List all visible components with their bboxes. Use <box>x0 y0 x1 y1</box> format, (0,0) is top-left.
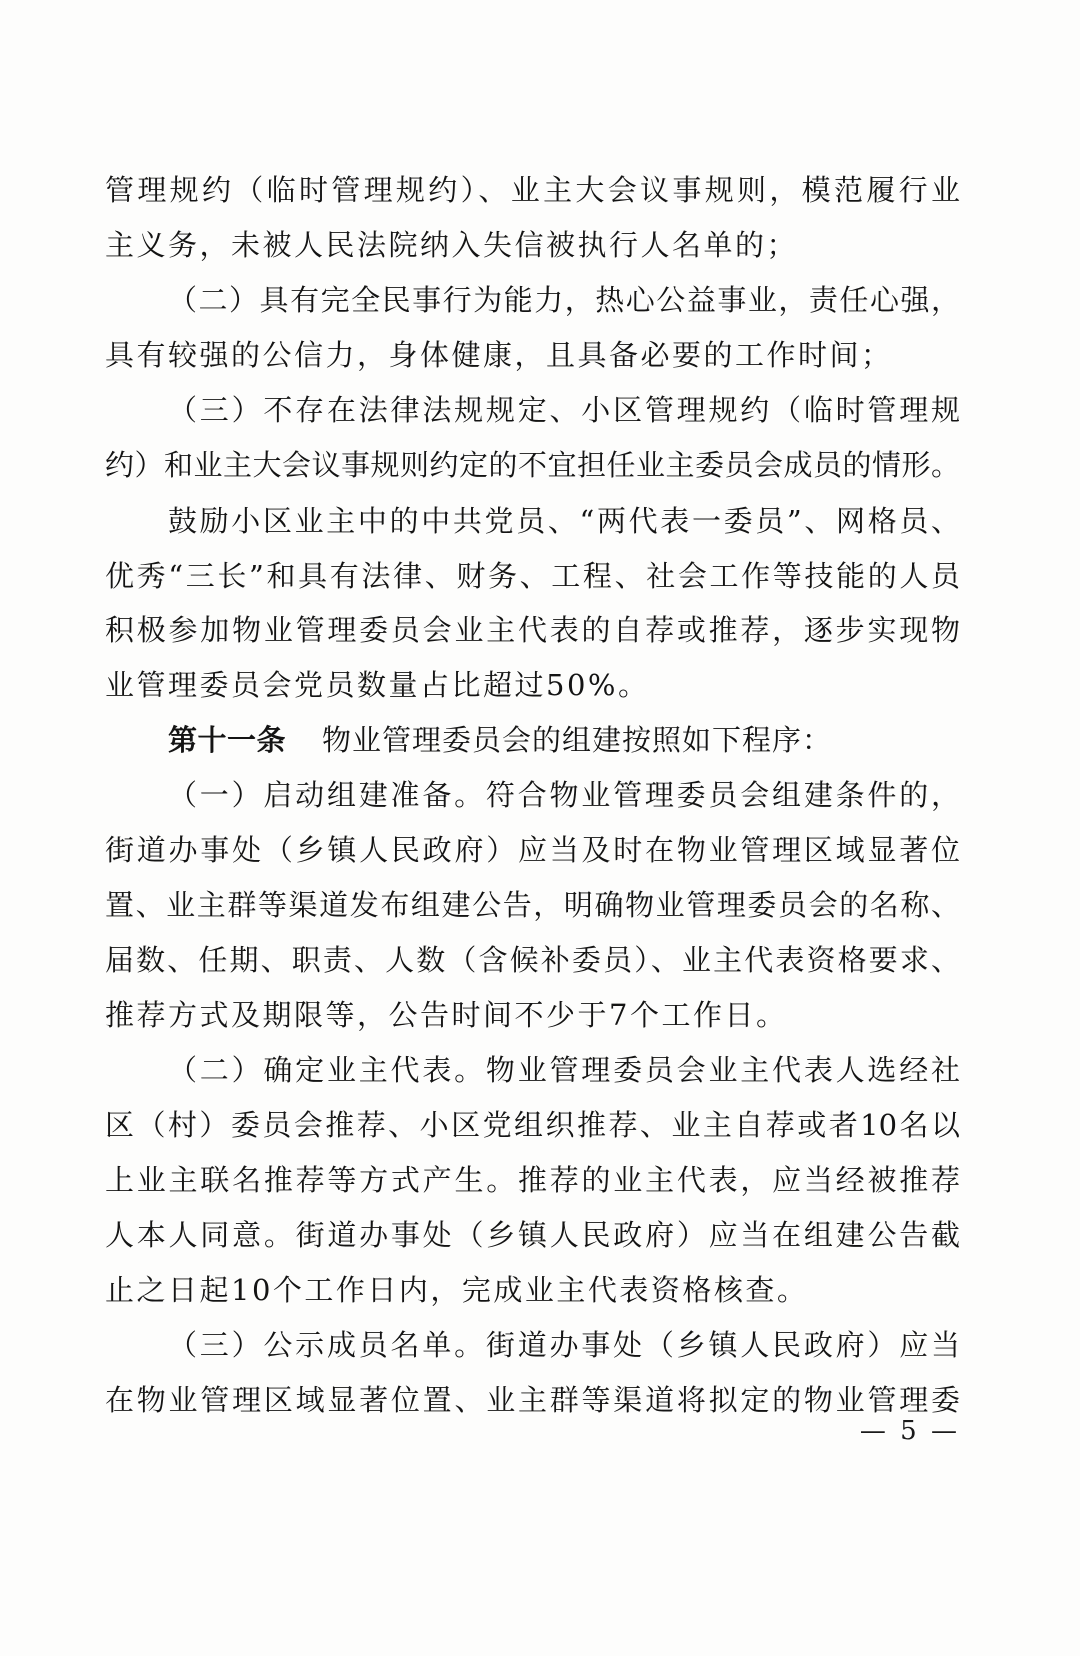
text-line: 止之日起10个工作日内，完成业主代表资格核查。 <box>105 1273 809 1307</box>
text-line: 推荐方式及期限等，公告时间不少于7个工作日。 <box>105 998 788 1032</box>
text-line: 区（村）委员会推荐、小区党组织推荐、业主自荐或者10名以 <box>105 1108 960 1142</box>
text-line: 上业主联名推荐等方式产生。推荐的业主代表，应当经被推荐 <box>105 1163 960 1197</box>
text-line: 置、业主群等渠道发布组建公告，明确物业管理委员会的名称、 <box>105 888 960 922</box>
article-number: 第十一条 <box>168 723 287 757</box>
text-line: 业管理委员会党员数量占比超过50%。 <box>105 668 650 702</box>
text-line: 街道办事处（乡镇人民政府）应当及时在物业管理区域显著位 <box>105 833 960 867</box>
text-line: 具有较强的公信力，身体健康，且具备必要的工作时间； <box>105 338 893 372</box>
text-line: 在物业管理区域显著位置、业主群等渠道将拟定的物业管理委 <box>105 1383 960 1417</box>
article-heading <box>168 720 960 760</box>
text-line: （三）公示成员名单。街道办事处（乡镇人民政府）应当 <box>168 1328 960 1362</box>
text-line: （一）启动组建准备。符合物业管理委员会组建条件的， <box>168 778 960 812</box>
text-line: 积极参加物业管理委员会业主代表的自荐或推荐，逐步实现物 <box>105 613 960 647</box>
text-line: 管理规约（临时管理规约）、业主大会议事规则，模范履行业 <box>105 173 960 207</box>
text-line: （二）具有完全民事行为能力，热心公益事业，责任心强， <box>168 283 960 317</box>
text-line: （三）不存在法律法规规定、小区管理规约（临时管理规 <box>168 393 960 427</box>
text-line: 届数、任期、职责、人数（含候补委员）、业主代表资格要求、 <box>105 943 960 977</box>
text-line: 优秀“三长”和具有法律、财务、工程、社会工作等技能的人员 <box>105 559 960 593</box>
text-line: 鼓励小区业主中的中共党员、“两代表一委员”、网格员、 <box>168 504 960 538</box>
article-title: 物业管理委员会的组建按照如下程序： <box>322 723 833 757</box>
text-line: （二）确定业主代表。物业管理委员会业主代表人选经社 <box>168 1053 960 1087</box>
text-line: 约）和业主大会议事规则约定的不宜担任业主委员会成员的情形。 <box>105 448 960 482</box>
page-number: — 5 — <box>859 1416 960 1446</box>
text-line: 主义务，未被人民法院纳入失信被执行人名单的； <box>105 228 799 262</box>
text-line: 人本人同意。街道办事处（乡镇人民政府）应当在组建公告截 <box>105 1218 960 1252</box>
